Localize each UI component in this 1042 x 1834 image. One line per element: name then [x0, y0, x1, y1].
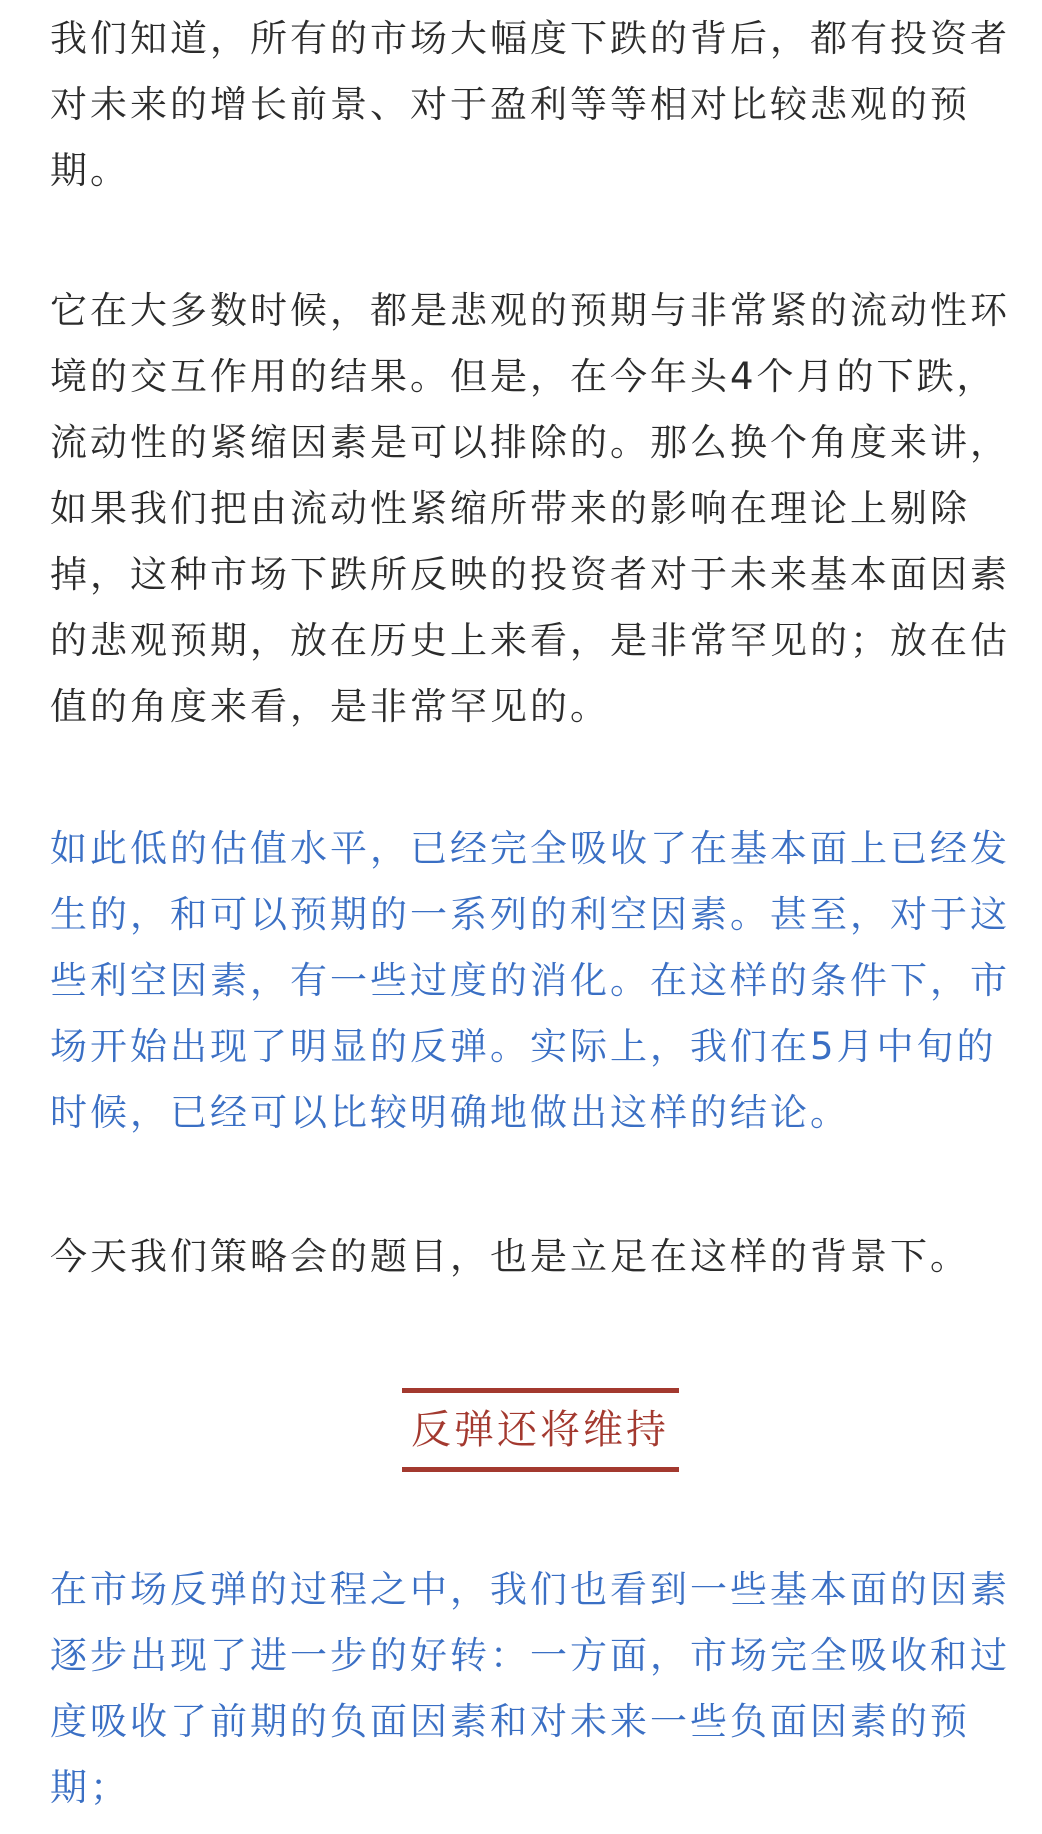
- paragraph-rebound-highlight: 在市场反弹的过程之中，我们也看到一些基本面的因素 逐步出现了进一步的好转：一方面，市场完全吸收和过 度吸收了前期的负面因素和对未来一些负面因素的预 期；: [50, 1568, 1010, 1809]
- paragraph-liquidity: 它在大多数时候，都是悲观的预期与非常紧的流动性环 境的交互作用的结果。但是，在今年头4个月的下跌， 流动性的紧缩因素是可以排除的。那么换个角度来讲， 如果我们把由流动性紧缩所带来的影响在理论上剔除 掉，这种市场下跌所反映的投资者对于未来基本面因素 的悲观预期，放在历史上来看，是非常罕见的；放在估 值的角度来看，是非常罕见的。: [50, 289, 1010, 728]
- paragraph-valuation-highlight: 如此低的估值水平，已经完全吸收了在基本面上已经发 生的，和可以预期的一系列的利空因素。甚至，对于这 些利空因素，有一些过度的消化。在这样的条件下，市 场开始出现了明显的反弹。实际上，我们在5月中旬的 时候，已经可以比较明确地做出这样的结论。: [50, 827, 1010, 1134]
- paragraph-strategy-meeting: 今天我们策略会的题目，也是立足在这样的背景下。: [50, 1235, 970, 1278]
- paragraph-market-decline: 我们知道，所有的市场大幅度下跌的背后，都有投资者 对未来的增长前景、对于盈利等等相对比较悲观的预 期。: [50, 17, 1010, 192]
- heading-bottom-rule: [402, 1467, 679, 1472]
- section-heading-title: 反弹还将维持: [411, 1407, 669, 1453]
- section-heading: [50, 1388, 1030, 1472]
- section-heading-box: [396, 1388, 685, 1472]
